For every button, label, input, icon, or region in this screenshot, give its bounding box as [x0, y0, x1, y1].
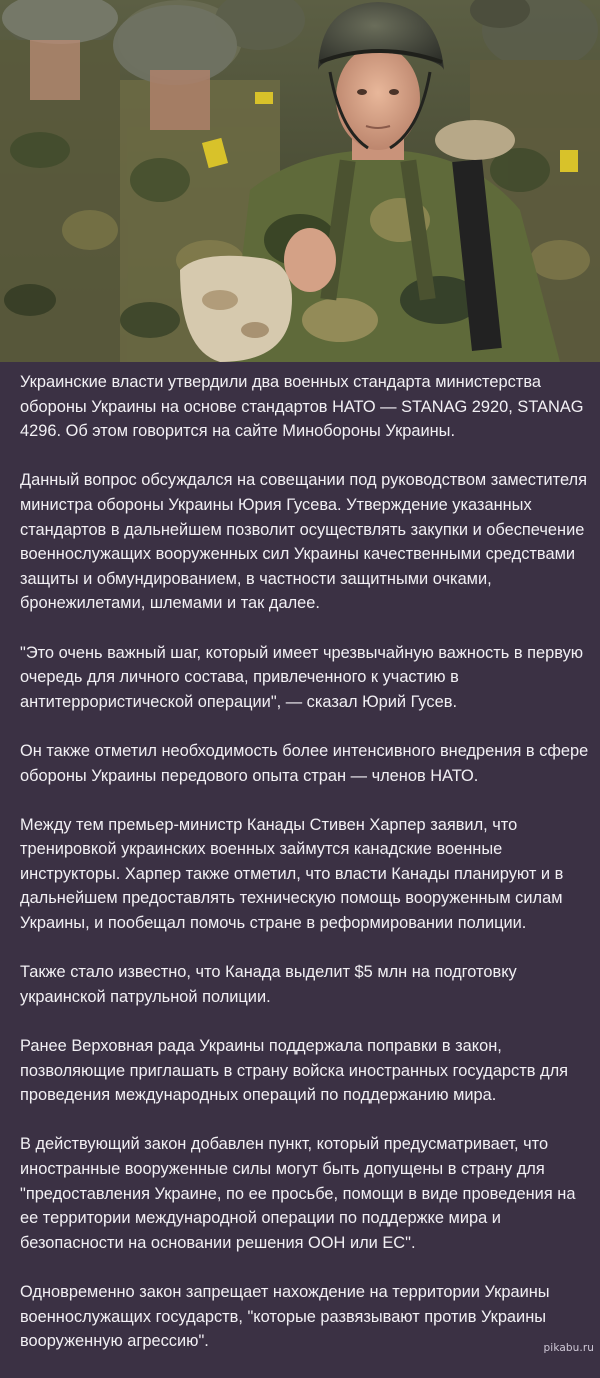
paragraph: Ранее Верховная рада Украины поддержала поправки в закон, позволяющие приглашать в страну войска иностранных государств для проведения международных операций по поддержанию мира. — [20, 1037, 569, 1105]
paragraph: В действующий закон добавлен пункт, который предусматривает, что иностранные вооруженные силы могут быть допущены в страну для "предоставления Украине, по ее просьбе, помощи в виде проведения на ее территории международной операции по поддержке мира и безопасности на основании решения ООН или ЕС". — [20, 1135, 576, 1252]
soldiers-photo — [0, 0, 600, 362]
paragraph: Между тем премьер-министр Канады Стивен Харпер заявил, что тренировкой украинских военных займутся канадские военные инструкторы. Харпер также отметил, что власти Канады планируют и в дальнейшем предоставлять техническую помощь вооруженным силам Украины, и пообещал помочь стране в реформировании полиции. — [20, 815, 564, 933]
paragraph: Украинские власти утвердили два военных стандарта министерства обороны Украины на основе стандартов НАТО — STANAG 2920, STANAG 4296. Об этом говорится на сайте Минобороны Украины. — [20, 373, 584, 441]
paragraph: "Это очень важный шаг, который имеет чрезвычайную важность в первую очередь для личного состава, привлеченного к участию в антитеррористической операции", — сказал Юрий Гусев. — [20, 643, 584, 711]
paragraph: Он также отметил необходимость более интенсивного внедрения в сфере обороны Украины передового опыта стран — членов НАТО. — [20, 741, 589, 785]
paragraph: Данный вопрос обсуждался на совещании под руководством заместителя министра обороны Украины Юрия Гусева. Утверждение указанных стандартов в дальнейшем позволит осуществлять закупки и обеспечение военнослужащих вооруженных сил Украины качественными средствами защиты и обмундированием, в частности защитными очками, бронежилетами, шлемами и так далее. — [20, 471, 587, 613]
paragraph: Также стало известно, что Канада выделит $5 млн на подготовку украинской патрульной полиции. — [20, 963, 517, 1006]
paragraph: Одновременно закон запрещает нахождение на территории Украины военнослужащих государств, "которые развязывают против Украины вооруженную агрессию". — [20, 1282, 550, 1351]
soldiers-photo-illustration — [0, 0, 600, 362]
article-body — [20, 370, 596, 1378]
pikabu-watermark: pikabu.ru — [543, 1342, 594, 1354]
